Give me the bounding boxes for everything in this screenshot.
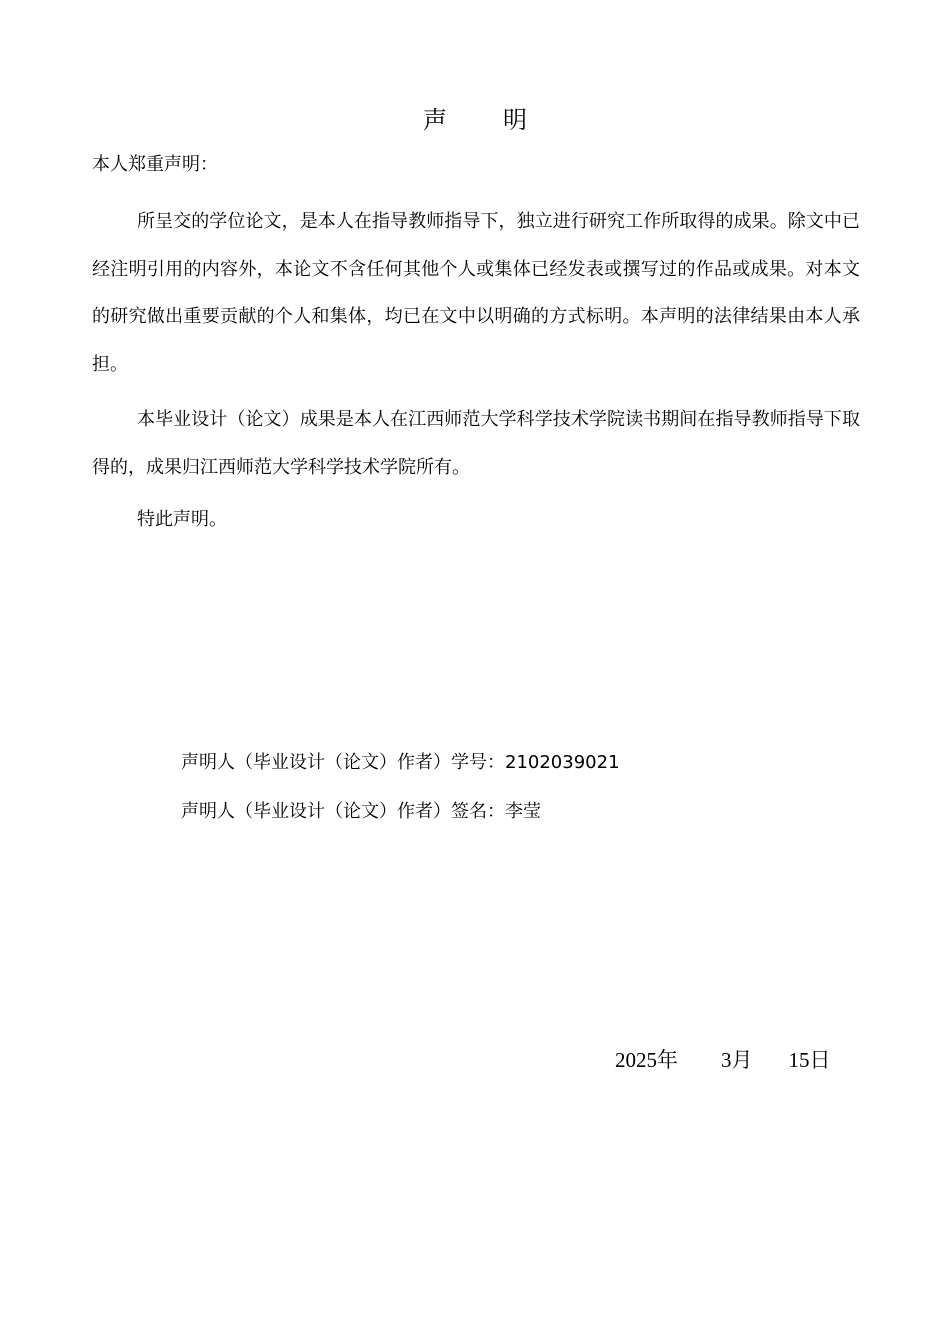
date-year: 2025年 [615, 1048, 678, 1072]
declaration-paragraph-ownership: 本毕业设计（论文）成果是本人在江西师范大学科学技术学院读书期间在指导教师指导下取得的，成果归江西师范大学科学技术学院所有。 [92, 409, 860, 478]
declaration-lead: 本人郑重声明： [92, 154, 218, 175]
date-month: 3月 [721, 1048, 753, 1072]
date-day: 15日 [788, 1048, 831, 1072]
declaration-paragraph-closing: 特此声明。 [137, 509, 227, 530]
signature-name-line: 声明人（毕业设计（论文）作者）签名：李莹 [181, 801, 541, 822]
signature-date [615, 1046, 831, 1074]
signature-student-id-line: 声明人（毕业设计（论文）作者）学号：2102039021 [181, 752, 620, 773]
declaration-paragraph-originality: 所呈交的学位论文，是本人在指导教师指导下，独立进行研究工作所取得的成果。除文中已经注明引用的内容外，本论文不含任何其他个人或集体已经发表或撰写过的作品或成果。对本文的研究做出重要贡献的个人和集体，均已在文中以明确的方式标明。本声明的法律结果由本人承担。 [92, 211, 860, 375]
document-title: 声明 [423, 106, 583, 134]
